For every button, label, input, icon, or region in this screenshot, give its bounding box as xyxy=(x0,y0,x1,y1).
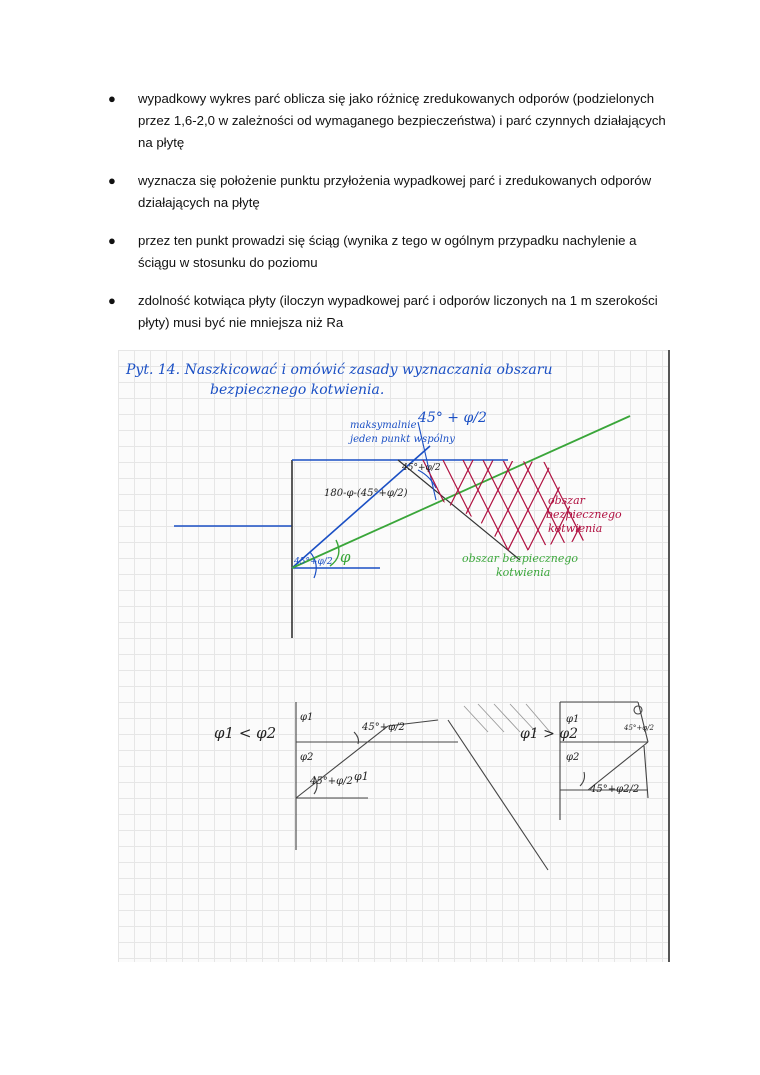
bullet-dot: ● xyxy=(108,173,116,188)
sketch-drawing xyxy=(118,350,670,962)
green-label-line2: kotwienia xyxy=(496,566,551,579)
red-label-line3: kotwienia xyxy=(548,522,603,535)
lower-right-phi2: φ2 xyxy=(566,752,580,763)
upper-diagram xyxy=(174,422,520,638)
lower-left-phi1: φ1 xyxy=(300,712,314,723)
bullet-text: zdolność kotwiąca płyty (iloczyn wypadkowej parć i odporów liczonych na 1 m szerokości płyty) musi być nie mniejsza niż Ra xyxy=(138,293,658,330)
angle-small-label: 45°+φ/2 xyxy=(402,463,441,473)
red-label-line2: bezpiecznego xyxy=(546,508,622,521)
scan-edge xyxy=(668,350,670,962)
bullet-dot: ● xyxy=(108,91,116,106)
lower-left-angle-top: 45°+φ/2 xyxy=(362,722,405,733)
green-label-line1: obszar bezpiecznego xyxy=(462,552,579,565)
lower-right-phi1: φ1 xyxy=(566,714,580,725)
bullet-dot: ● xyxy=(108,293,116,308)
bullet-item xyxy=(108,88,668,154)
lower-left-condition: φ1 < φ2 xyxy=(214,724,277,742)
bullet-item xyxy=(108,230,668,274)
angle-base-label: 45°+φ/2 xyxy=(294,557,333,567)
sketch-title-line2: bezpiecznego kotwienia. xyxy=(210,382,385,398)
lower-right-angle: 45°+φ2/2 xyxy=(590,784,640,795)
angle-top-label: 45° + φ/2 xyxy=(418,410,487,426)
lower-right-condition: φ1 > φ2 xyxy=(520,726,579,742)
lower-left-angle-bottom: 45°+φ/2 xyxy=(310,776,353,787)
bullet-item xyxy=(108,170,668,214)
angle-180-label: 180-φ-(45°+φ/2) xyxy=(324,488,408,499)
bullet-text: przez ten punkt prowadzi się ściąg (wynika z tego w ogólnym przypadku nachylenie a ściągu w stosunku do poziomu xyxy=(138,233,637,270)
bullet-list xyxy=(108,88,668,350)
passive-wedge-line xyxy=(398,460,520,560)
note-line1: maksymalnie xyxy=(350,420,417,431)
note-line2: jeden punkt wspólny xyxy=(350,434,455,445)
bullet-text: wyznacza się położenie punktu przyłożenia wypadkowej parć i zredukowanych odporów działających na płytę xyxy=(138,173,652,210)
bullet-item xyxy=(108,290,668,334)
red-label-line1: obszar xyxy=(548,494,585,507)
sketch-title-line1: Pyt. 14. Naszkicować i omówić zasady wyznaczania obszaru xyxy=(126,362,553,378)
bullet-dot: ● xyxy=(108,233,116,248)
scanned-sketch xyxy=(118,350,670,962)
lower-left-phi2: φ2 xyxy=(300,752,314,763)
lower-left-phi1-b: φ1 xyxy=(354,770,369,783)
lower-right-angle-side: 45°+φ/2 xyxy=(624,724,654,732)
phi-label: φ xyxy=(340,548,351,566)
bullet-text: wypadkowy wykres parć oblicza się jako różnicę zredukowanych odporów (podzielonych przez 1,6-2,0 w zależności od wymaganego bezpieczeństwa) i parć czynnych działających na płytę xyxy=(138,91,666,150)
